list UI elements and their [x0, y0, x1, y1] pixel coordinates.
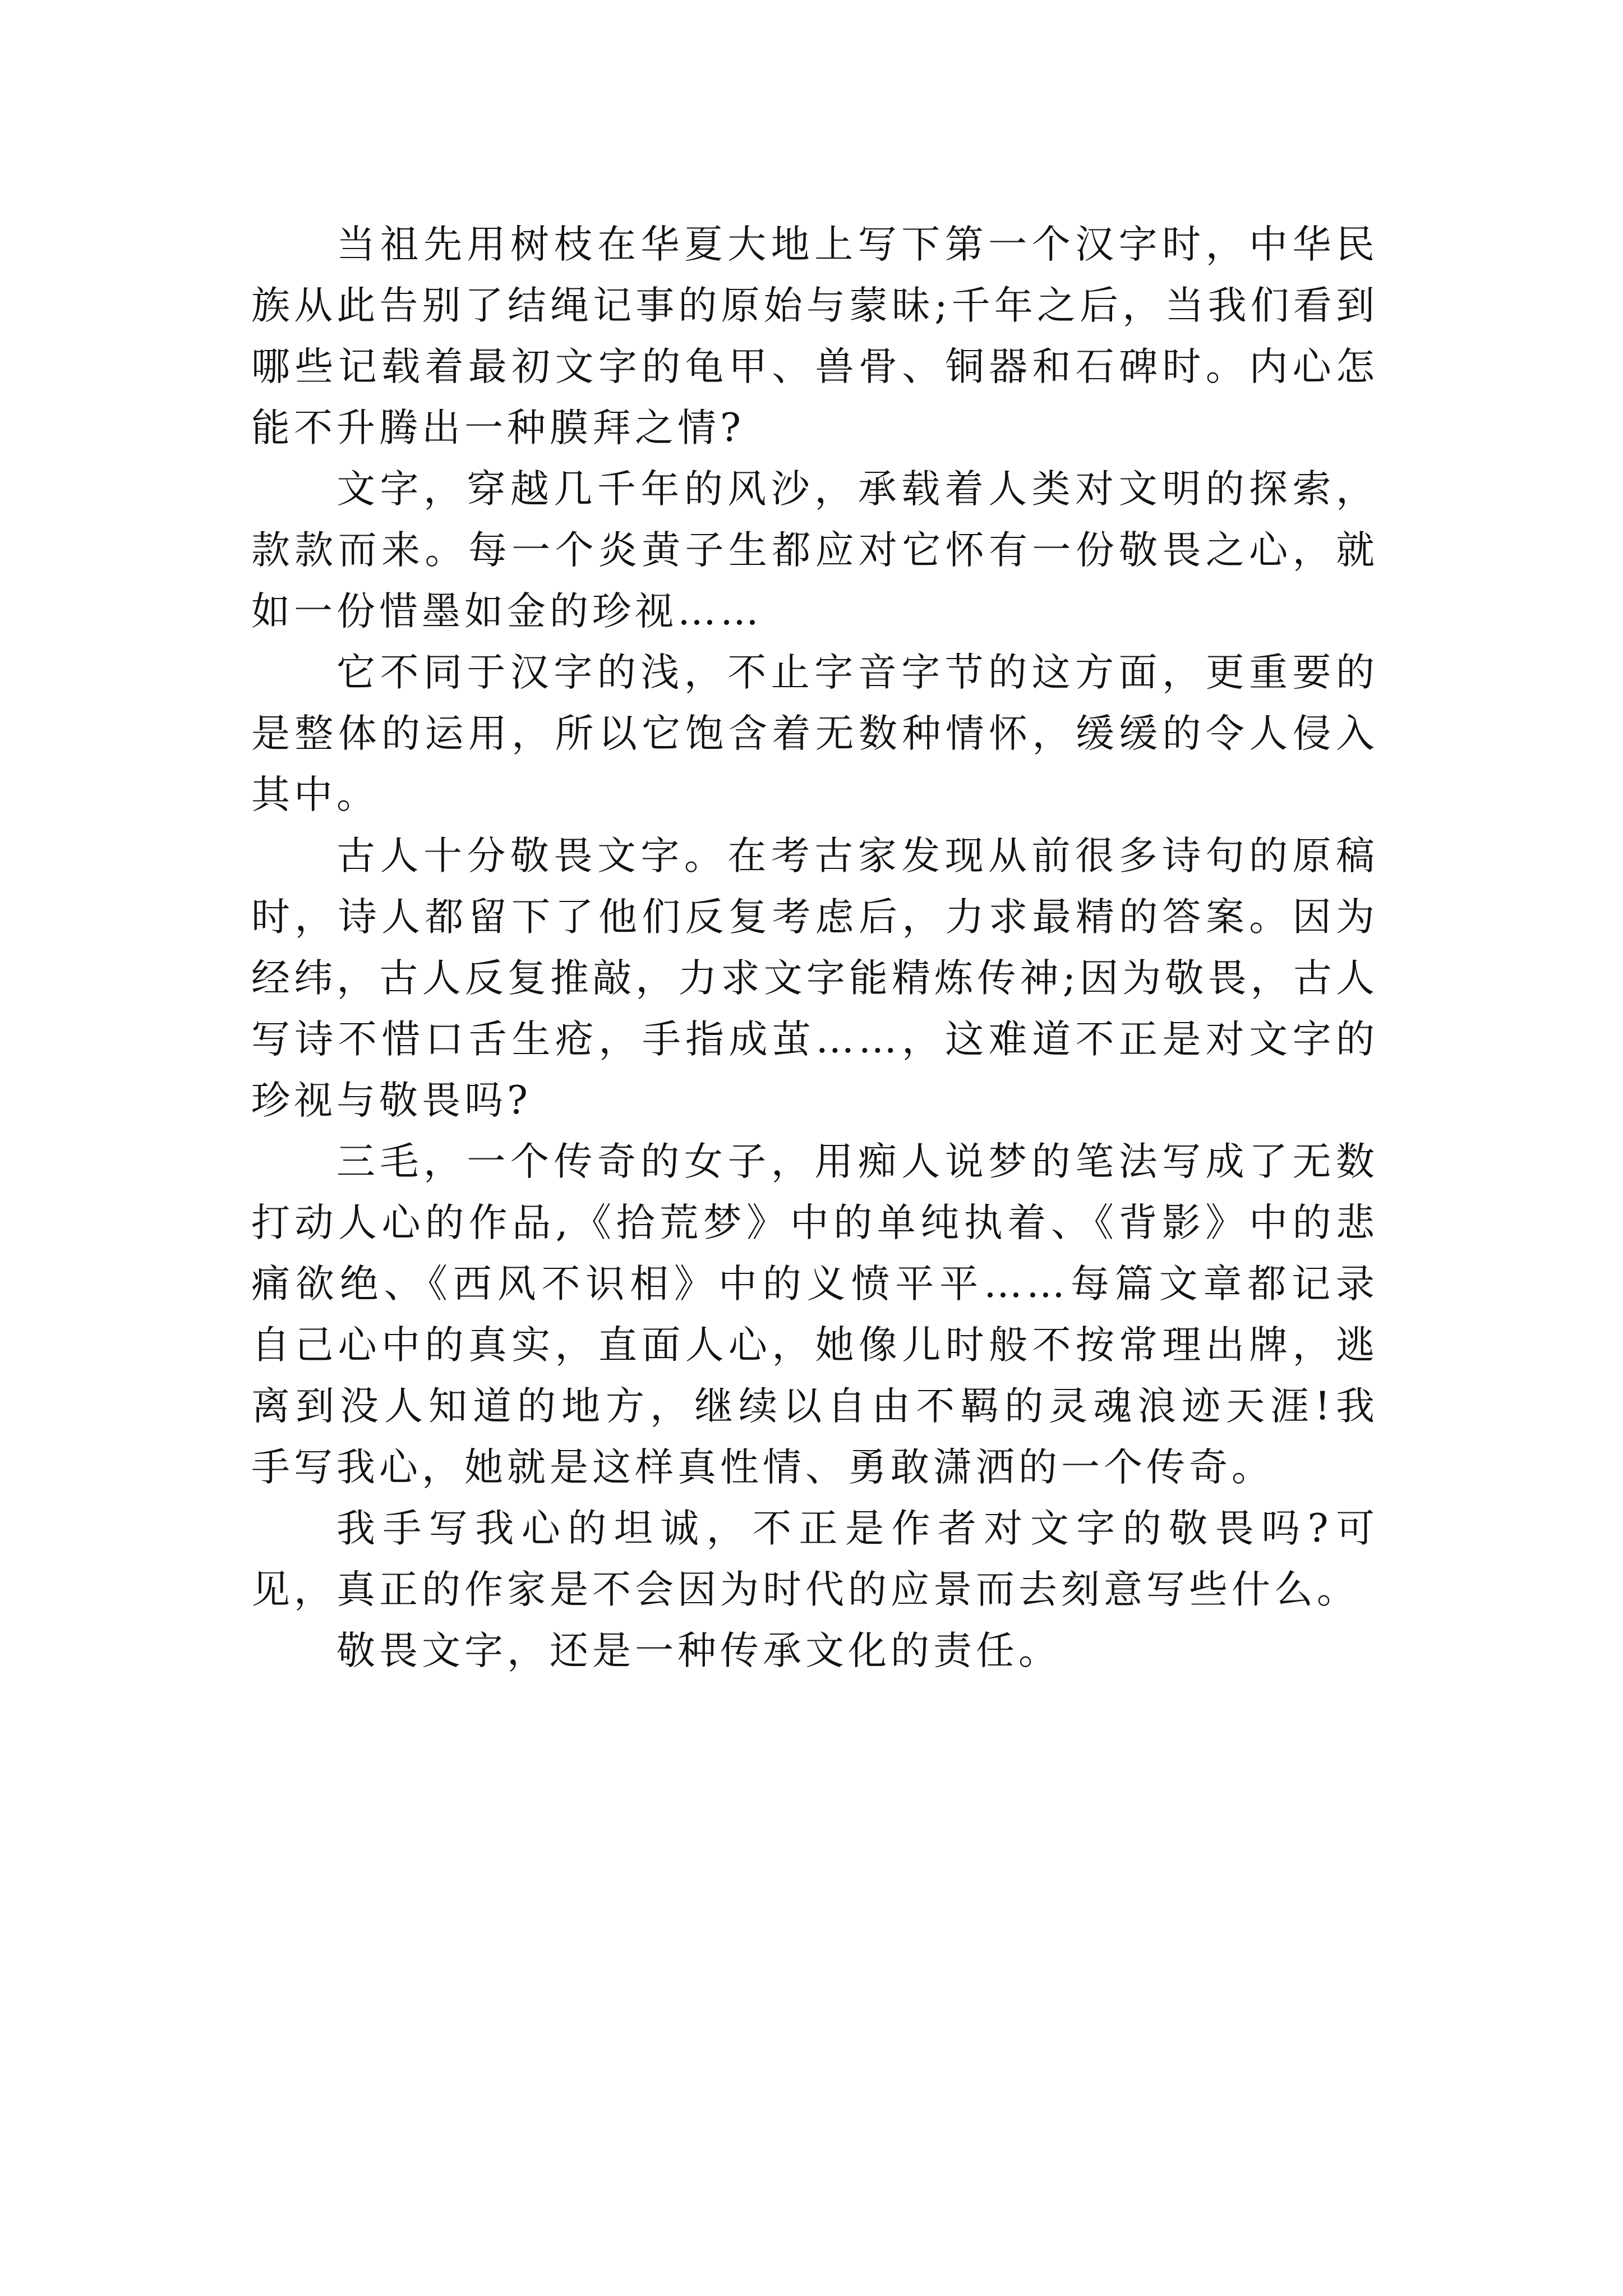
- paragraph-7: 敬畏文字，还是一种传承文化的责任。: [336, 1628, 1061, 1673]
- paragraph-4: 古人十分敬畏文字。在考古家发现从前很多诗句的原稿时，诗人都留下了他们反复考虑后，力求最精的答案。因为经纬，古人反复推敲，力求文字能精炼传神;因为敬畏，古人写诗不惜口舌生疮，手指成茧……，这难道不正是对文字的珍视与敬畏吗?: [251, 834, 1378, 1123]
- paragraph-1: 当祖先用树枝在华夏大地上写下第一个汉字时，中华民族从此告别了结绳记事的原始与蒙昧;千年之后，当我们看到哪些记载着最初文字的龟甲、兽骨、铜器和石碑时。内心怎能不升腾出一种膜拜之情?: [251, 222, 1378, 450]
- paragraph-5: 三毛，一个传奇的女子，用痴人说梦的笔法写成了无数打动人心的作品,《拾荒梦》中的单纯执着、《背影》中的悲痛欲绝、《西风不识相》中的义愤平平……每篇文章都记录自己心中的真实，直面人心，她像儿时般不按常理出牌，逃离到没人知道的地方，继续以自由不羁的灵魂浪迹天涯!我手写我心，她就是这样真性情、勇敢潇洒的一个传奇。: [251, 1139, 1378, 1490]
- paragraph-6: 我手写我心的坦诚，不正是作者对文字的敬畏吗?可见，真正的作家是不会因为时代的应景而去刻意写些什么。: [251, 1506, 1378, 1612]
- paragraph-2: 文字，穿越几千年的风沙，承载着人类对文明的探索，款款而来。每一个炎黄子生都应对它怀有一份敬畏之心，就如一份惜墨如金的珍视……: [251, 467, 1378, 634]
- document-page: [251, 214, 1378, 1682]
- paragraph-3: 它不同于汉字的浅，不止字音字节的这方面，更重要的是整体的运用，所以它饱含着无数种情怀，缓缓的令人侵入其中。: [251, 650, 1378, 817]
